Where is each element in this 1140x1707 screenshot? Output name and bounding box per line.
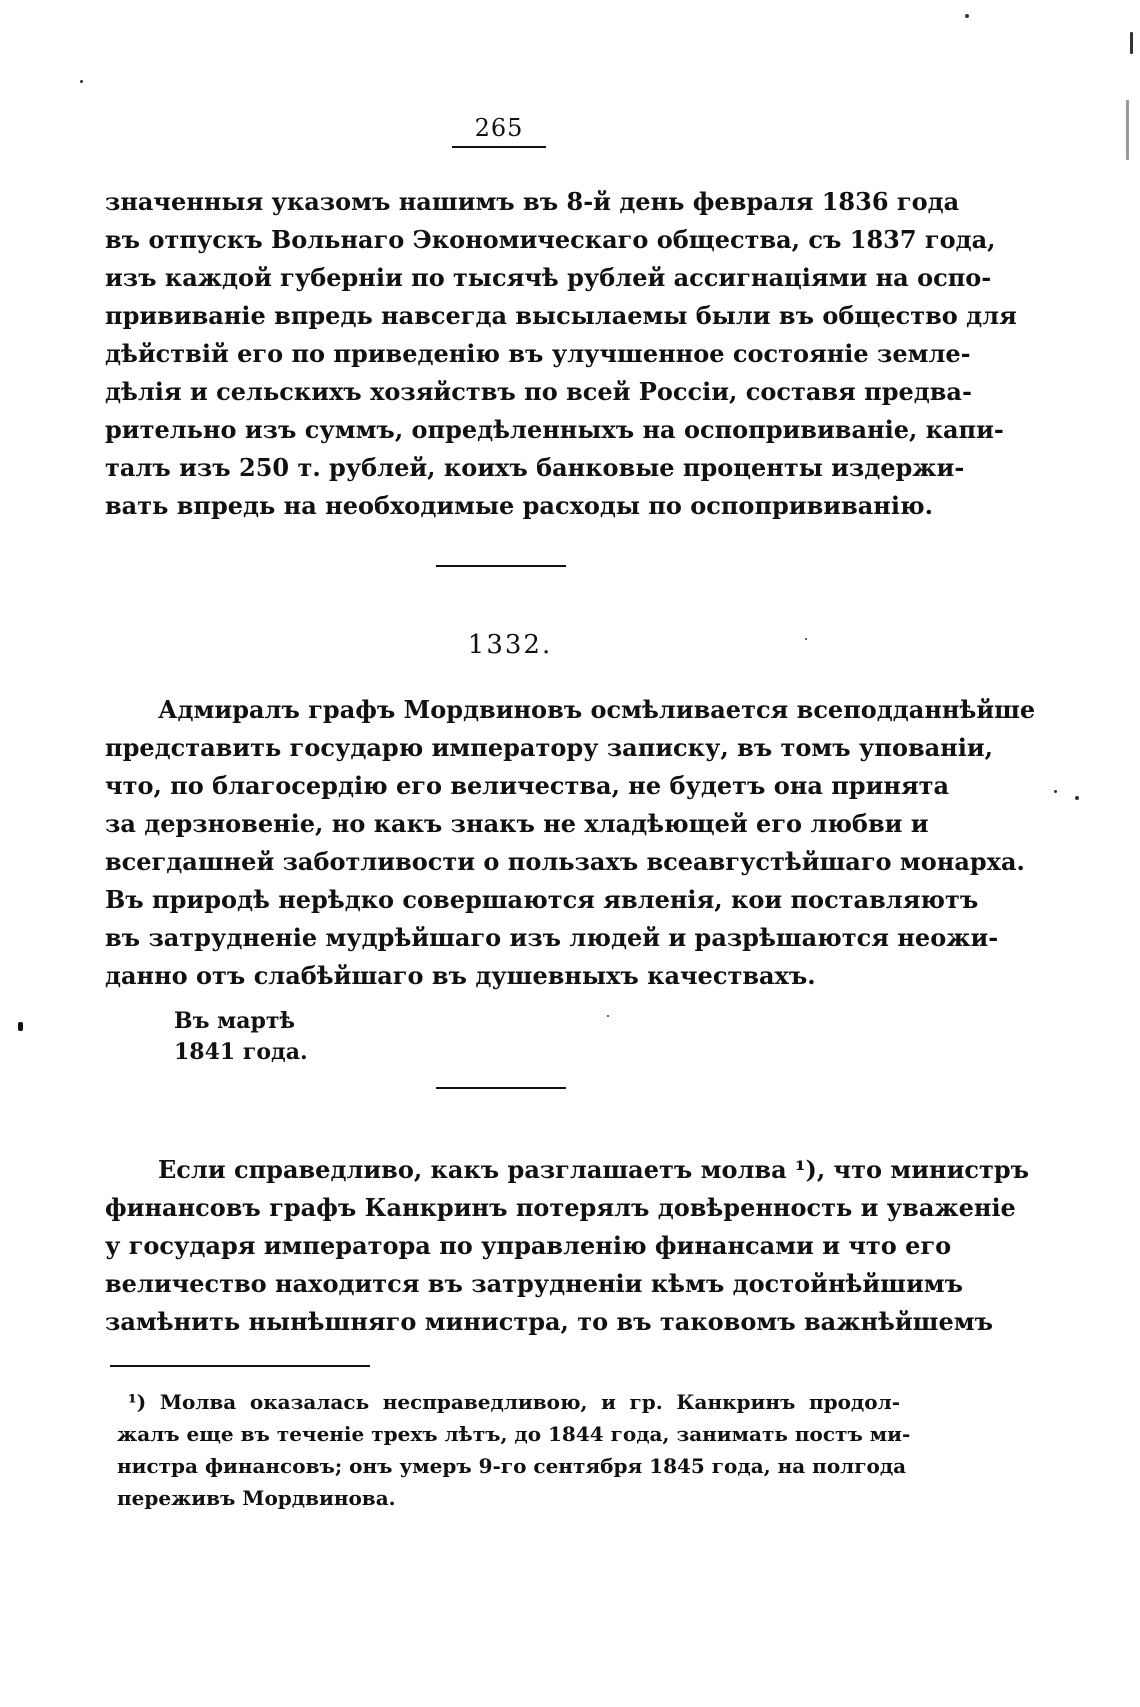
footnote-line: переживъ Мордвинова. bbox=[117, 1486, 396, 1510]
text-line: данно отъ слабѣйшаго въ душевныхъ качествахъ. bbox=[105, 961, 816, 990]
footnote-line: ¹) Молва оказалась несправедливою, и гр. Канкринъ продол- bbox=[128, 1390, 900, 1414]
text-line: величество находится въ затрудненіи кѣмъ достойнѣйшимъ bbox=[105, 1269, 964, 1298]
text-line: за дерзновеніе, но какъ знакъ не хладѣющей его любви и bbox=[105, 809, 929, 838]
text-line: вать впредь на необходимые расходы по оспопрививанію. bbox=[105, 491, 933, 520]
page-number: 265 bbox=[474, 114, 524, 142]
text-line: у государя императора по управленію финансами и что его bbox=[105, 1231, 952, 1260]
text-line: представить государю императору записку, въ томъ упованіи, bbox=[105, 733, 994, 762]
text-line: Въ природѣ нерѣдко совершаются явленія, кои поставляютъ bbox=[105, 885, 979, 914]
section-number: 1332. bbox=[467, 630, 553, 660]
footnote-line: жалъ еще въ теченіе трехъ лѣтъ, до 1844 года, занимать постъ ми- bbox=[117, 1422, 911, 1446]
scan-speck bbox=[1075, 796, 1079, 800]
text-line: значенныя указомъ нашимъ въ 8-й день февраля 1836 года bbox=[105, 187, 960, 216]
text-line: талъ изъ 250 т. рублей, коихъ банковые проценты издержи- bbox=[105, 453, 965, 482]
scan-edge-mark bbox=[1126, 100, 1129, 160]
text-line: въ затрудненіе мудрѣйшаго изъ людей и разрѣшаются неожи- bbox=[105, 923, 999, 952]
scan-speck bbox=[965, 14, 969, 18]
scan-edge-mark bbox=[1130, 32, 1133, 54]
scan-speck bbox=[607, 1015, 609, 1017]
signature-year: 1841 года. bbox=[174, 1039, 308, 1065]
text-line: что, по благосердію его величества, не будетъ она принята bbox=[105, 771, 950, 800]
scan-speck bbox=[80, 80, 83, 83]
section-divider bbox=[436, 565, 566, 567]
section-divider bbox=[436, 1087, 566, 1089]
text-line: рительно изъ суммъ, опредѣленныхъ на оспопрививаніе, капи- bbox=[105, 415, 1004, 444]
text-line: въ отпускъ Вольнаго Экономическаго общества, съ 1837 года, bbox=[105, 225, 996, 254]
scan-speck bbox=[805, 638, 807, 640]
text-line: Адмиралъ графъ Мордвиновъ осмѣливается всеподданнѣйше bbox=[158, 695, 1036, 724]
text-line: финансовъ графъ Канкринъ потерялъ довѣренность и уваженіе bbox=[105, 1193, 1016, 1222]
page-number-underline bbox=[452, 146, 546, 148]
text-line: всегдашней заботливости о пользахъ всеавгустѣйшаго монарха. bbox=[105, 847, 1025, 876]
scan-speck bbox=[1054, 790, 1057, 793]
footnote-line: нистра финансовъ; онъ умеръ 9-го сентября 1845 года, на полгода bbox=[117, 1454, 907, 1478]
text-line: замѣнить нынѣшняго министра, то въ таковомъ важнѣйшемъ bbox=[105, 1307, 993, 1336]
footnote-separator bbox=[110, 1365, 370, 1367]
scan-mark bbox=[18, 1022, 23, 1031]
text-line: дѣлія и сельскихъ хозяйствъ по всей Россіи, составя предва- bbox=[105, 377, 972, 406]
signature-month: Въ мартѣ bbox=[174, 1008, 295, 1034]
text-line: дѣйствій его по приведенію въ улучшенное состояніе земле- bbox=[105, 339, 971, 368]
text-line: Если справедливо, какъ разглашаетъ молва ¹), что министръ bbox=[158, 1155, 1030, 1184]
text-line: прививаніе впредь навсегда высылаемы были въ общество для bbox=[105, 301, 1017, 330]
text-line: изъ каждой губерніи по тысячѣ рублей ассигнаціями на оспо- bbox=[105, 263, 992, 292]
